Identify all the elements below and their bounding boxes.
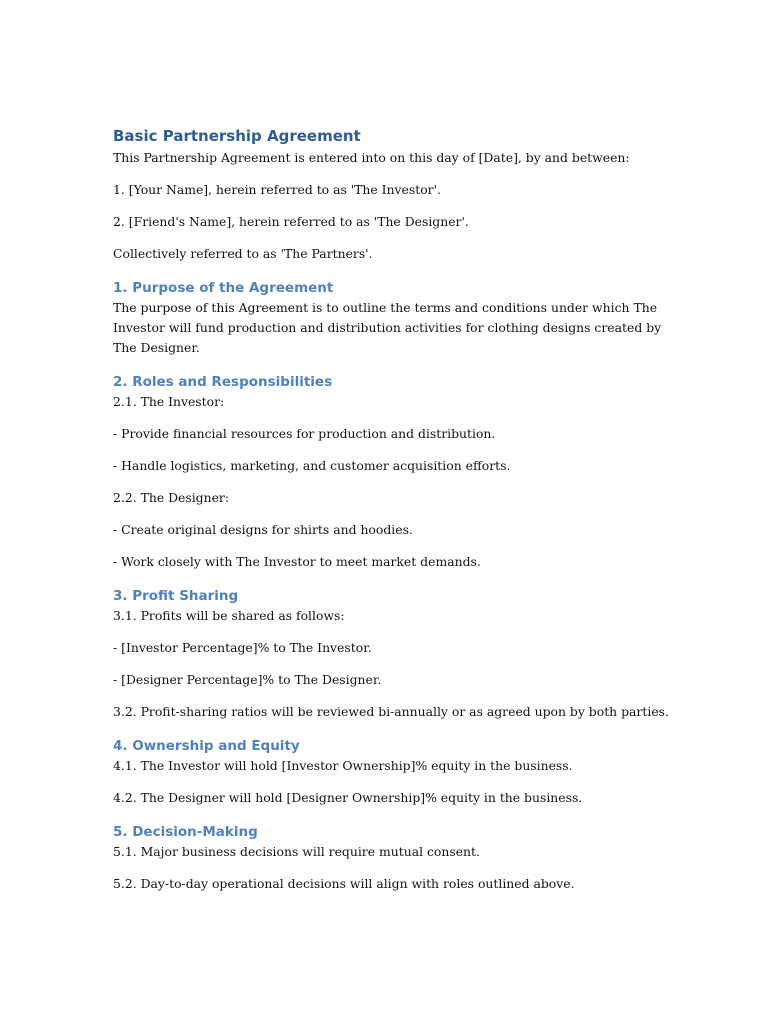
section-paragraph: - Work closely with The Investor to meet market demands.: [113, 554, 481, 569]
section-heading-purpose: 1. Purpose of the Agreement: [113, 280, 334, 296]
section-paragraph: 3.1. Profits will be shared as follows:: [113, 608, 345, 623]
section-paragraph: 4.1. The Investor will hold [Investor Ownership]% equity in the business.: [113, 758, 573, 773]
section-heading-ownership: 4. Ownership and Equity: [113, 738, 300, 754]
document-title: Basic Partnership Agreement: [113, 127, 361, 145]
intro-paragraph: 2. [Friend's Name], herein referred to as 'The Designer'.: [113, 214, 469, 229]
intro-paragraph: 1. [Your Name], herein referred to as 'The Investor'.: [113, 182, 441, 197]
section-paragraph: - Provide financial resources for production and distribution.: [113, 426, 496, 441]
section-paragraph: 4.2. The Designer will hold [Designer Ownership]% equity in the business.: [113, 790, 583, 805]
section-paragraph: - [Investor Percentage]% to The Investor.: [113, 640, 372, 655]
section-paragraph: The purpose of this Agreement is to outline the terms and conditions under which The Investor will fund production and distribution activities for clothing designs created by The Designer.: [113, 300, 662, 355]
intro-paragraph: This Partnership Agreement is entered into on this day of [Date], by and between:: [113, 150, 630, 165]
section-paragraph: - [Designer Percentage]% to The Designer.: [113, 672, 382, 687]
section-heading-decision-making: 5. Decision-Making: [113, 824, 258, 840]
section-paragraph: 5.2. Day-to-day operational decisions will align with roles outlined above.: [113, 876, 575, 891]
section-paragraph: - Handle logistics, marketing, and customer acquisition efforts.: [113, 458, 511, 473]
section-paragraph: - Create original designs for shirts and hoodies.: [113, 522, 413, 537]
section-heading-profit-sharing: 3. Profit Sharing: [113, 588, 239, 604]
section-paragraph: 2.2. The Designer:: [113, 490, 230, 505]
document-page: [113, 124, 673, 894]
section-paragraph: 2.1. The Investor:: [113, 394, 225, 409]
intro-paragraph: Collectively referred to as 'The Partners'.: [113, 246, 373, 261]
section-paragraph: 5.1. Major business decisions will require mutual consent.: [113, 844, 480, 859]
section-paragraph: 3.2. Profit-sharing ratios will be reviewed bi-annually or as agreed upon by both parties.: [113, 704, 669, 719]
section-heading-roles: 2. Roles and Responsibilities: [113, 374, 333, 390]
